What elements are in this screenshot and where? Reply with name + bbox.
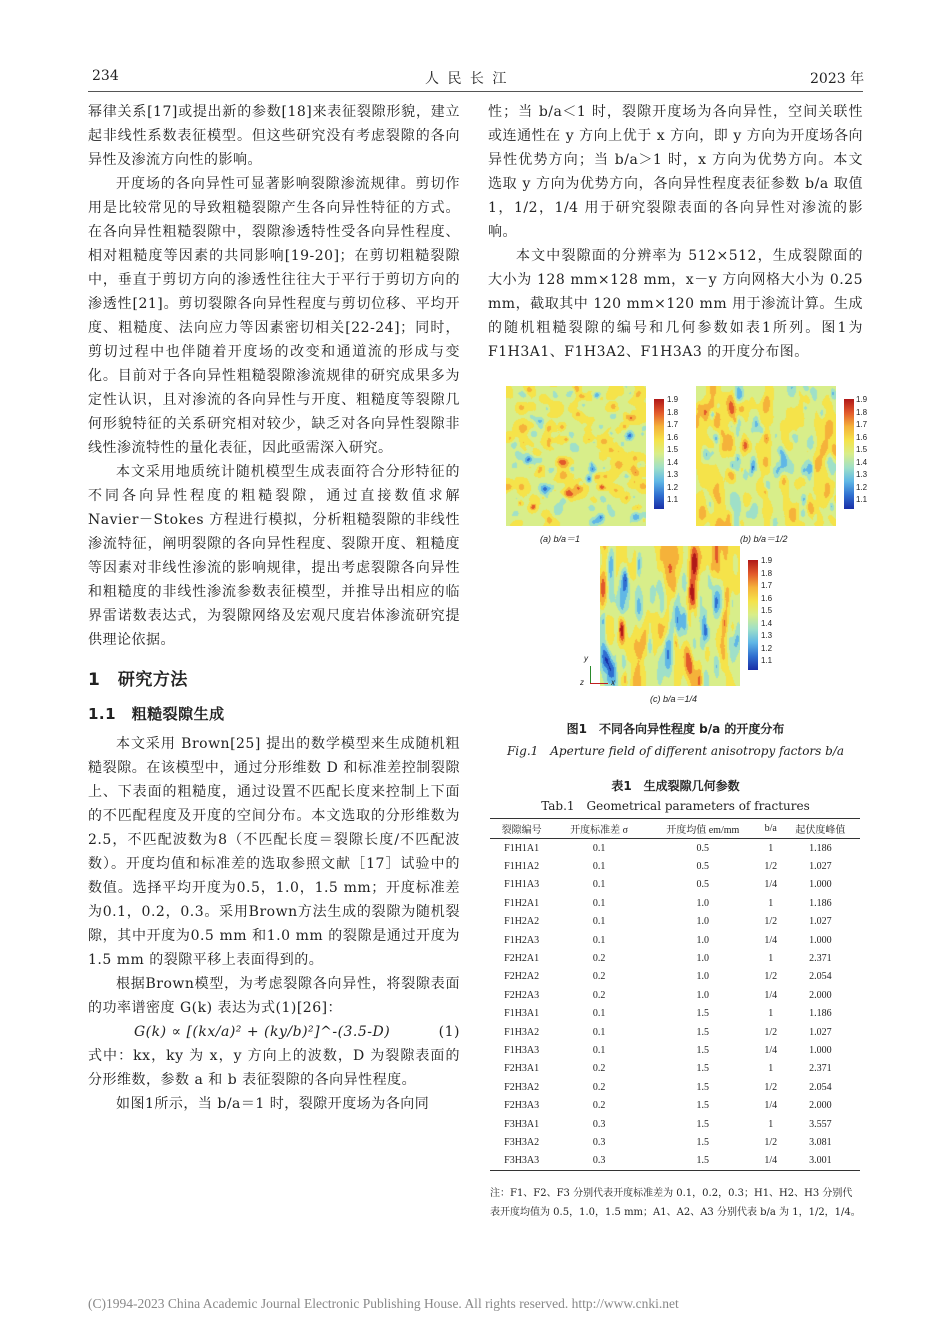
colorbar-tick: 1.7 xyxy=(761,581,773,590)
table-cell: 1/2 xyxy=(764,1081,778,1093)
table-cell: 1/4 xyxy=(764,934,778,946)
colorbar-tick: 1.3 xyxy=(856,470,868,479)
table-row xyxy=(490,1133,860,1151)
table-row xyxy=(490,1005,860,1023)
table-caption-en: Tab.1 Geometrical parameters of fractures xyxy=(541,799,810,813)
colorbar-tick: 1.4 xyxy=(761,618,773,628)
colorbar-tick: 1.7 xyxy=(856,420,868,429)
table-cell: 3.557 xyxy=(809,1118,832,1130)
table-cell: 1.5 xyxy=(696,1100,710,1112)
table-cell: 1/4 xyxy=(764,879,778,891)
table-1 xyxy=(490,818,860,1171)
table-cell: 1 xyxy=(768,1008,774,1020)
axis-triad xyxy=(580,654,615,692)
colorbar-b xyxy=(844,399,854,509)
table-cell: 2.054 xyxy=(809,971,832,983)
paragraph: 性；当 b/a＜1 时，裂隙开度场为各向异性，空间关联性或连通性在 y 方向上优于 x 方向，即 y 方向为开度场各向异性优势方向；当 b/a＞1 时，x 方向为优势方向。本文选取 y 方向为优势方向，各向异性程度表征参数 b/a 取值 1，1/2，1/4 用于研究裂隙表面的各向异性对渗流的影响。 xyxy=(488,104,863,240)
table-cell: 0.3 xyxy=(592,1136,606,1148)
axis-y-label: y xyxy=(584,654,588,663)
table-header-cell: 开度均值 em/mm xyxy=(645,819,761,839)
table-header-cell: 裂隙编号 xyxy=(490,819,553,839)
colorbar-tick: 1.5 xyxy=(856,445,868,454)
right-column xyxy=(488,100,863,364)
table-row xyxy=(490,1041,860,1059)
table-cell: 1.5 xyxy=(696,1118,710,1130)
table-cell: F2H3A1 xyxy=(504,1063,540,1075)
subcaption-b: (b) b/a＝1/2 xyxy=(740,534,788,544)
table-cell: F1H3A3 xyxy=(504,1044,540,1056)
table-cell: 0.2 xyxy=(592,1081,606,1093)
paragraph: 式中：kx，ky 为 x，y 方向上的波数，D 为裂隙表面的分形维数，参数 a 和 b 表征裂隙的各向异性程度。 xyxy=(88,1048,460,1088)
paragraph: 本文采用地质统计随机模型生成表面符合分形特征的不同各向异性程度的粗糙裂隙，通过直接数值求解 Navier－Stokes 方程进行模拟，分析粗糙裂隙的非线性渗流特征，阐明裂隙的各向异性程度、裂隙开度、粗糙度等因素对非线性渗流的影响规律，提出考虑裂隙各向异性和粗糙度的非线性渗流参数表征模型，并推导出相应的临界雷诺数表达式，为裂隙网络及宏观尺度岩体渗流研究提供理论依据。 xyxy=(88,464,460,648)
table-cell: 1.186 xyxy=(809,842,832,854)
colorbar-tick: 1.8 xyxy=(856,407,868,417)
table-cell: F2H2A1 xyxy=(504,953,540,965)
table-cell: 3.081 xyxy=(809,1136,832,1148)
table-row xyxy=(490,1060,860,1078)
table-row xyxy=(490,931,860,949)
colorbar-tick: 1.3 xyxy=(667,470,679,479)
aperture-map-a xyxy=(506,386,646,526)
equation-number: (1) xyxy=(438,1024,460,1040)
colorbar-tick: 1.3 xyxy=(761,631,773,640)
colorbar-tick: 1.8 xyxy=(761,568,773,578)
table-row xyxy=(490,1023,860,1041)
table-cell: F1H2A2 xyxy=(504,916,540,928)
left-column xyxy=(88,100,460,1116)
table-cell: F1H3A2 xyxy=(504,1026,540,1038)
colorbar-tick: 1.9 xyxy=(856,395,868,404)
colorbar-tick: 1.1 xyxy=(761,656,773,665)
table-row xyxy=(490,1152,860,1171)
table-cell: 0.1 xyxy=(592,861,606,873)
table-cell: F3H3A1 xyxy=(504,1118,540,1130)
colorbar-tick: 1.1 xyxy=(856,495,868,504)
header-rule xyxy=(88,91,863,92)
table-row xyxy=(490,1078,860,1096)
table-cell: 1/2 xyxy=(764,1026,778,1038)
table-cell: 1/2 xyxy=(764,1136,778,1148)
table-cell: 1.0 xyxy=(696,916,710,928)
table-cell: 1.5 xyxy=(696,1081,710,1093)
paragraph: 如图1所示，当 b/a＝1 时，裂隙开度场为各向同 xyxy=(116,1096,430,1112)
table-row xyxy=(490,913,860,931)
table-cell: 0.5 xyxy=(696,861,710,873)
table-row xyxy=(490,894,860,912)
axis-x-label: x xyxy=(611,678,615,687)
colorbar-tick: 1.6 xyxy=(761,593,773,603)
table-cell: 0.2 xyxy=(592,1063,606,1075)
table-cell: 0.1 xyxy=(592,916,606,928)
table-cell: 0.1 xyxy=(592,934,606,946)
colorbar-tick: 1.9 xyxy=(667,395,679,404)
table-cell: 1.186 xyxy=(809,897,832,909)
table-cell: 3.001 xyxy=(781,1152,860,1171)
colorbar-tick: 1.7 xyxy=(667,420,679,429)
table-cell: 1.5 xyxy=(696,1026,710,1038)
table-cell: 0.3 xyxy=(553,1152,645,1171)
table-cell: 0.1 xyxy=(592,897,606,909)
aperture-map-b xyxy=(696,386,836,526)
table-cell: 1.0 xyxy=(696,989,710,1001)
paragraph: 本文采用 Brown[25] 提出的数学模型来生成随机粗糙裂隙。在该模型中，通过分形维数 D 和标准差控制裂隙上、下表面的粗糙度，通过设置不匹配长度来控制上下面的不匹配程度及开度的空间分布。本文选取的分形维数为2.5，不匹配波数为8（不匹配长度＝裂隙长度/不匹配波数）。开度均值和标准差的选取参照文献［17］试验中的数值。选择平均开度为0.5，1.0，1.5 mm；开度标准差为0.1，0.2，0.3。采用Brown方法生成的裂隙为随机裂隙，其中开度为0.5 mm 和1.0 mm 的裂隙是通过开度为1.5 mm 的裂隙平移上表面得到的。 xyxy=(88,736,460,968)
copyright-footer: (C)1994-2023 China Academic Journal Electronic Publishing House. All rights reserved. http://www.cnki.net xyxy=(88,1296,679,1311)
paragraph: 本文中裂隙面的分辨率为 512×512，生成裂隙面的大小为 128 mm×128 mm，x－y 方向网格大小为 0.25 mm，截取其中 120 mm×120 mm 用于渗流计算。生成的随机粗糙裂隙的编号和几何参数如表1所列。图1为 F1H3A1、F1H3A2、F1H3A3 的开度分布图。 xyxy=(488,248,863,360)
table-cell: 1.000 xyxy=(809,879,832,891)
table-cell: F1H2A3 xyxy=(504,934,540,946)
table-cell: 1.186 xyxy=(809,1008,832,1020)
table-cell: 1.0 xyxy=(696,934,710,946)
colorbar-tick: 1.5 xyxy=(761,606,773,615)
table-cell: 0.2 xyxy=(592,1100,606,1112)
table-cell: 1.0 xyxy=(696,953,710,965)
colorbar-tick: 1.2 xyxy=(667,482,679,492)
table-cell: 0.2 xyxy=(592,989,606,1001)
table-cell: 1 xyxy=(768,897,774,909)
table-cell: 2.054 xyxy=(809,1081,832,1093)
paragraph: 开度场的各向异性可显著影响裂隙渗流规律。剪切作用是比较常见的导致粗糙裂隙产生各向异性特征的方式。在各向异性粗糙裂隙中，裂隙渗透特性受各向异性程度、相对粗糙度等因素的共同影响[19-20]；在剪切粗糙裂隙中，垂直于剪切方向的渗透性往往大于平行于剪切方向的渗透性[21]。剪切裂隙各向异性程度与剪切位移、平均开度、粗糙度、法向应力等因素密切相关[22-24]；同时，剪切过程中也伴随着开度场的改变和通道流的形成与变化。目前对于各向异性粗糙裂隙渗流规律的研究成果多为定性认识，且对渗流的各向异性与开度、粗糙度等裂隙几何形貌特征的关系研究相对较少，缺乏对各向异性裂隙非线性渗流特性的量化表征，因此亟需深入研究。 xyxy=(88,176,460,456)
colorbar-tick: 1.5 xyxy=(667,445,679,454)
table-cell: 0.1 xyxy=(592,879,606,891)
colorbar-tick: 1.1 xyxy=(667,495,679,504)
figure-caption-cn: 图1 不同各向异性程度 b/a 的开度分布 xyxy=(566,722,785,736)
table-cell: 2.371 xyxy=(809,953,832,965)
table-cell: 1 xyxy=(768,1063,774,1075)
table-header-cell: b/a xyxy=(761,819,781,839)
table-cell: 1/4 xyxy=(764,1100,778,1112)
subcaption-a: (a) b/a＝1 xyxy=(540,534,581,544)
table-cell: 1 xyxy=(768,1118,774,1130)
table-cell: F2H3A2 xyxy=(504,1081,540,1093)
table-cell: 1.5 xyxy=(696,1063,710,1075)
table-header-row xyxy=(490,819,860,839)
table-cell: 2.371 xyxy=(809,1063,832,1075)
equation-1 xyxy=(88,1020,460,1044)
table-cell: 1.5 xyxy=(696,1008,710,1020)
section-heading: 1 研究方法 xyxy=(88,670,188,690)
table-cell: 1.5 xyxy=(645,1152,761,1171)
table-row xyxy=(490,1115,860,1133)
table-header-cell: 开度标准差 σ xyxy=(553,819,645,839)
table-cell: F1H3A1 xyxy=(504,1008,540,1020)
table-cell: 1/4 xyxy=(764,1044,778,1056)
subsection-heading: 1.1 粗糙裂隙生成 xyxy=(88,705,225,723)
colorbar-tick: 1.6 xyxy=(856,432,868,442)
table-cell: 0.1 xyxy=(592,1044,606,1056)
table-cell: 1.0 xyxy=(696,897,710,909)
table-cell: F1H2A1 xyxy=(504,897,540,909)
colorbar-tick: 1.8 xyxy=(667,407,679,417)
page-number: 234 xyxy=(92,68,119,84)
table-cell: 1.027 xyxy=(809,1026,832,1038)
table-cell: 0.3 xyxy=(592,1118,606,1130)
table-caption-cn: 表1 生成裂隙几何参数 xyxy=(611,779,740,793)
table-cell: 2.000 xyxy=(809,1100,832,1112)
year: 2023 年 xyxy=(810,71,865,87)
table-cell: F2H2A2 xyxy=(504,971,540,983)
table-row xyxy=(490,839,860,858)
aperture-map-c xyxy=(600,546,740,686)
table-cell: 0.1 xyxy=(592,1008,606,1020)
table-cell: 1.000 xyxy=(809,1044,832,1056)
table-cell: 0.5 xyxy=(696,879,710,891)
table-cell: F2H3A3 xyxy=(504,1100,540,1112)
table-row xyxy=(490,857,860,875)
table-cell: 1/2 xyxy=(764,916,778,928)
table-cell: 1/2 xyxy=(764,861,778,873)
table-cell: F3H3A2 xyxy=(504,1136,540,1148)
table-cell: 1.5 xyxy=(696,1044,710,1056)
paragraph: 幂律关系[17]或提出新的参数[18]来表征裂隙形貌，建立起非线性系数表征模型。但这些研究没有考虑裂隙的各向异性及渗流方向性的影响。 xyxy=(88,104,460,168)
table-cell: 1.027 xyxy=(809,861,832,873)
figure-1 xyxy=(500,384,870,714)
table-note: 注：F1、F2、F3 分别代表开度标准差为 0.1，0.2，0.3；H1、H2、H3 分别代表开度均值为 0.5，1.0，1.5 mm；A1、A2、A3 分别代表 b/a 为 1，1/2，1/4。 xyxy=(490,1188,861,1218)
table-cell: 1 xyxy=(768,842,774,854)
table-cell: 0.2 xyxy=(592,953,606,965)
subcaption-c: (c) b/a＝1/4 xyxy=(650,694,698,704)
table-body xyxy=(490,839,860,1171)
table-cell: 2.000 xyxy=(809,989,832,1001)
colorbar-tick: 1.4 xyxy=(856,457,868,467)
colorbar-tick: 1.2 xyxy=(856,482,868,492)
table-cell: 0.5 xyxy=(696,842,710,854)
colorbar-tick: 1.9 xyxy=(761,556,773,565)
table-row xyxy=(490,968,860,986)
table-cell: 0.1 xyxy=(592,842,606,854)
colorbar-a xyxy=(654,399,664,509)
figure-caption-en: Fig.1 Aperture field of different anisotropy factors b/a xyxy=(506,744,845,758)
journal-name: 人 民 长 江 xyxy=(425,71,509,87)
table-cell: 0.1 xyxy=(592,1026,606,1038)
table-cell: F1H1A2 xyxy=(504,861,540,873)
table-cell: F2H2A3 xyxy=(504,989,540,1001)
table-cell: 1/4 xyxy=(761,1152,781,1171)
table-row xyxy=(490,876,860,894)
equation-body: G(k) ∝ [(kx/a)² + (ky/b)²]^-(3.5-D) xyxy=(134,1024,391,1040)
table-cell: F1H1A1 xyxy=(504,842,540,854)
table-cell: F3H3A3 xyxy=(490,1152,553,1171)
table-cell: 1.027 xyxy=(809,916,832,928)
colorbar-tick: 1.4 xyxy=(667,457,679,467)
table-cell: 1/4 xyxy=(764,989,778,1001)
paragraph: 根据Brown模型，为考虑裂隙各向异性，将裂隙表面的功率谱密度 G(k) 表达为式(1)[26]： xyxy=(88,976,460,1016)
axis-z-label: z xyxy=(580,678,584,687)
table-row xyxy=(490,1096,860,1114)
table-header-cell: 起伏度峰值 xyxy=(781,819,860,839)
table-cell: 1/2 xyxy=(764,971,778,983)
table-cell: 1.0 xyxy=(696,971,710,983)
colorbar-tick: 1.2 xyxy=(761,643,773,653)
colorbar-tick: 1.6 xyxy=(667,432,679,442)
table-row xyxy=(490,986,860,1004)
table-row xyxy=(490,949,860,967)
table-cell: 1.5 xyxy=(696,1136,710,1148)
table-cell: 1 xyxy=(768,953,774,965)
table-cell: F1H1A3 xyxy=(504,879,540,891)
table-cell: 0.2 xyxy=(592,971,606,983)
table-cell: 1.000 xyxy=(809,934,832,946)
colorbar-c xyxy=(748,560,758,670)
